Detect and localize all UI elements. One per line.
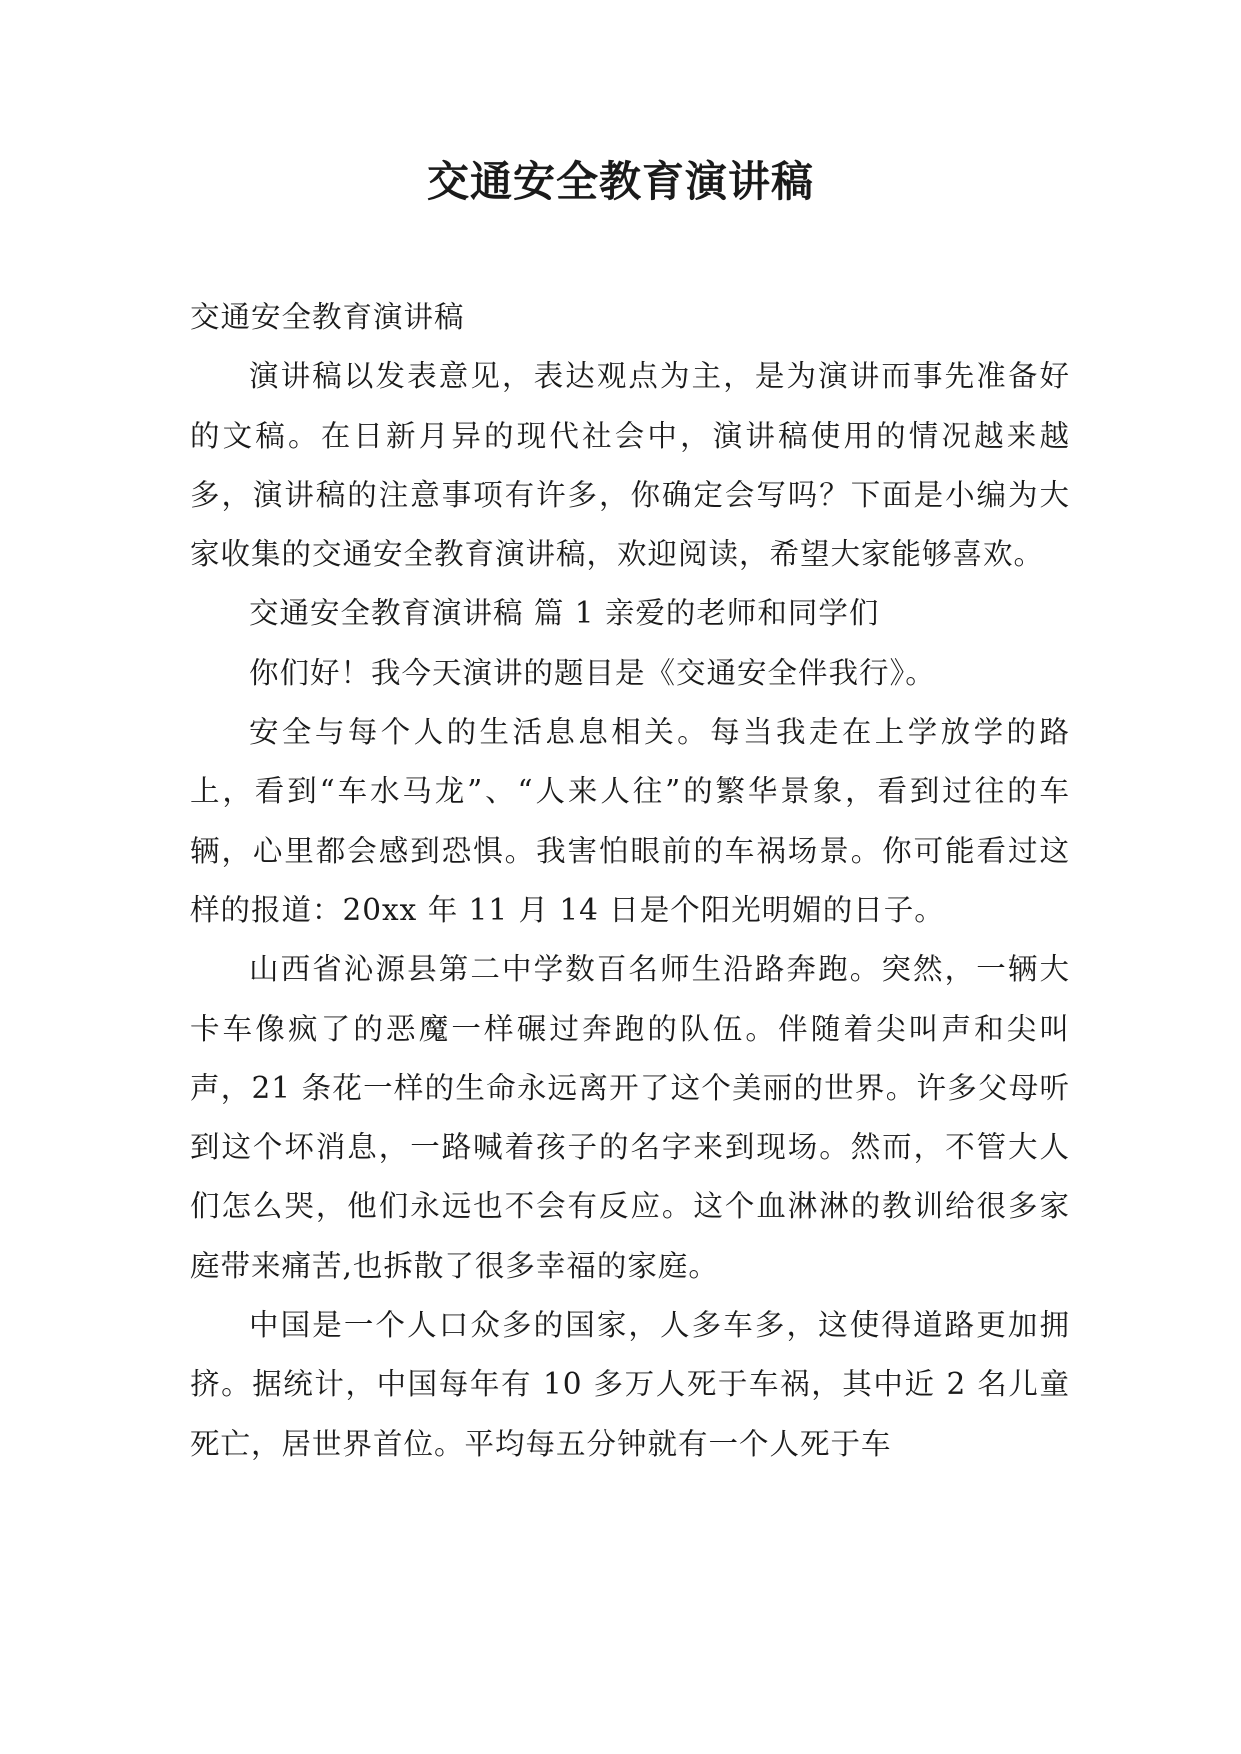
document-subtitle: 交通安全教育演讲稿	[190, 300, 465, 334]
paragraph-accident: 山西省沁源县第二中学数百名师生沿路奔跑。突然，一辆大卡车像疯了的恶魔一样碾过奔跑的队伍。伴随着尖叫声和尖叫声，21 条花一样的生命永远离开了这个美丽的世界。许多父母听到这个坏消息，一路喊着孩子的名字来到现场。然而，不管大人们怎么哭，他们永远也不会有反应。这个血淋淋的教训给很多家庭带来痛苦,也拆散了很多幸福的家庭。	[190, 952, 1070, 1283]
paragraph-intro: 演讲稿以发表意见，表达观点为主，是为演讲而事先准备好的文稿。在日新月异的现代社会中，演讲稿使用的情况越来越多，演讲稿的注意事项有许多，你确定会写吗？下面是小编为大家收集的交通安全教育演讲稿，欢迎阅读，希望大家能够喜欢。	[190, 359, 1070, 572]
paragraph-heading: 交通安全教育演讲稿 篇 1 亲爱的老师和同学们	[249, 596, 880, 631]
page-title: 交通安全教育演讲稿	[426, 157, 814, 206]
document-body	[190, 288, 1070, 1474]
paragraph-statistics: 中国是一个人口众多的国家，人多车多，这使得道路更加拥挤。据统计，中国每年有 10 多万人死于车祸，其中近 2 名儿童死亡，居世界首位。平均每五分钟就有一个人死于车	[190, 1308, 1070, 1461]
paragraph-greeting: 你们好！我今天演讲的题目是《交通安全伴我行》。	[249, 655, 936, 690]
paragraph-safety: 安全与每个人的生活息息相关。每当我走在上学放学的路上，看到“车水马龙”、“人来人往”的繁华景象，看到过往的车辆，心里都会感到恐惧。我害怕眼前的车祸场景。你可能看过这样的报道：20xx 年 11 月 14 日是个阳光明媚的日子。	[190, 715, 1070, 927]
